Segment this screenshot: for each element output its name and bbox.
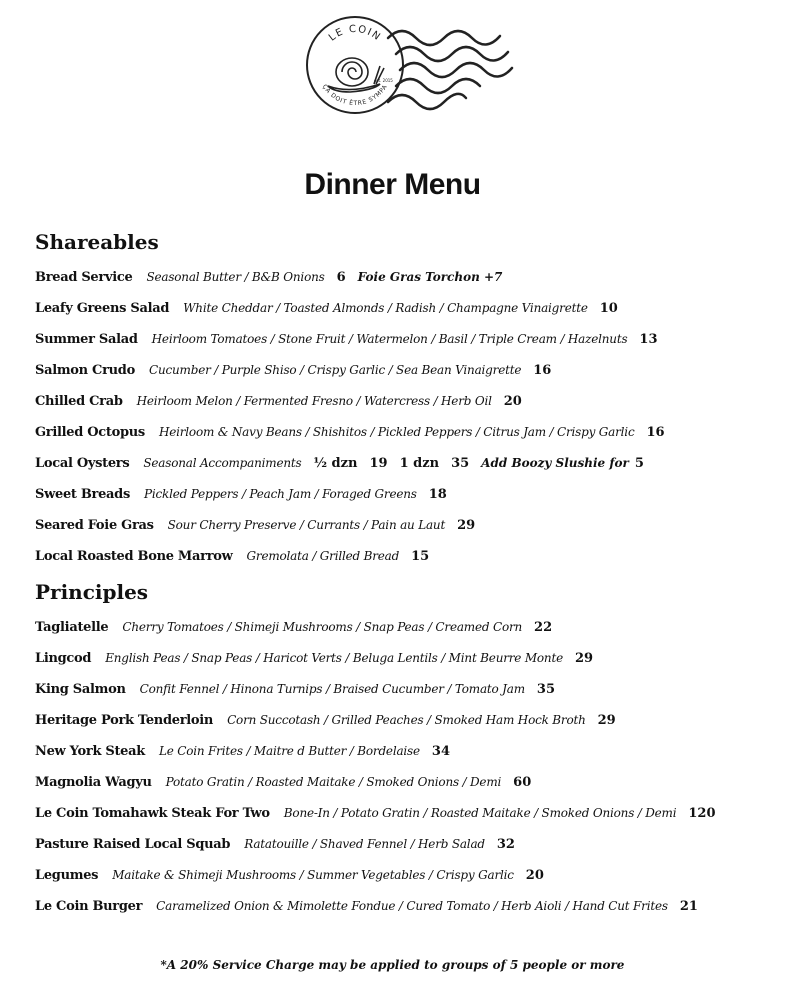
item-name: Bread Service [35,270,133,285]
item-description: Heirloom & Navy Beans / Shishitos / Pickled Peppers / Citrus Jam / Crispy Garlic [158,425,635,439]
item-price: 22 [534,620,553,635]
item-description: Potato Gratin / Roasted Maitake / Smoked Onions / Demi [165,775,502,789]
item-price: 21 [679,899,698,914]
menu-item [35,680,567,699]
item-price: 60 [513,775,532,790]
item-price: 32 [496,837,515,852]
item-description: White Cheddar / Toasted Almonds / Radish / Champagne Vinaigrette [183,301,588,315]
item-name: Lingcod [35,651,92,666]
item-name: Sweet Breads [35,487,130,502]
item-price: 13 [639,332,658,347]
item-price: 19 [369,456,388,471]
logo-stamp [300,10,530,120]
item-name: Summer Salad [35,332,138,347]
item-name: Local Oysters [35,456,130,471]
item-price: 120 [688,806,716,821]
item-name: Le Coin Tomahawk Steak For Two [35,806,270,821]
menu-item [35,299,630,318]
item-description: English Peas / Snap Peas / Haricot Verts / Beluga Lentils / Mint Beurre Monte [105,651,563,665]
item-price: 5 [634,456,644,471]
item-description: Seasonal Butter / B&B Onions [146,270,325,284]
menu-item [35,649,605,668]
portion-label: 1 dzn [399,456,440,471]
item-name: King Salmon [35,682,126,697]
item-description: Bone-In / Potato Gratin / Roasted Maitake / Smoked Onions / Demi [283,806,677,820]
item-description: Cherry Tomatoes / Shimeji Mushrooms / Snap Peas / Creamed Corn [122,620,523,634]
snail-stamp-icon [300,10,530,120]
item-name: Le Coin Burger [35,899,143,914]
item-description: Caramelized Onion & Mimolette Fondue / Cured Tomato / Herb Aioli / Hand Cut Frites [156,899,668,913]
menu-item [35,392,534,411]
item-name: Legumes [35,868,99,883]
section-title-shareables: Shareables [35,230,159,254]
item-price: 20 [503,394,522,409]
menu-item [35,804,728,823]
item-price: 35 [451,456,470,471]
item-description: Cucumber / Purple Shiso / Crispy Garlic / Sea Bean Vinaigrette [148,363,522,377]
item-price: 6 [336,270,346,285]
item-description: Seasonal Accompaniments [143,456,302,470]
item-description: Le Coin Frites / Maitre d Butter / Bordelaise [158,744,420,758]
item-price: 10 [599,301,618,316]
menu-item [35,485,459,504]
item-name: Grilled Octopus [35,425,145,440]
item-description: Heirloom Melon / Fermented Fresno / Watercress / Herb Oil [136,394,492,408]
logo-top-text: LE COIN [326,23,383,44]
item-name: Magnolia Wagyu [35,775,152,790]
portion-label: ½ dzn [313,456,358,471]
item-name: New York Steak [35,744,145,759]
item-description: Sour Cherry Preserve / Currants / Pain au Laut [167,518,446,532]
item-description: Ratatouille / Shaved Fennel / Herb Salad [244,837,485,851]
item-name: Chilled Crab [35,394,123,409]
menu-item [35,454,656,473]
item-name: Heritage Pork Tenderloin [35,713,214,728]
menu-item [35,773,543,792]
menu-item [35,835,527,854]
item-name: Seared Foie Gras [35,518,154,533]
item-price: 34 [431,744,451,759]
item-price: 16 [533,363,552,378]
logo-est-text: est. 2015 [374,78,393,83]
item-addon: Foie Gras Torchon +7 [357,270,503,284]
item-name: Tagliatelle [35,620,109,635]
item-name: Salmon Crudo [35,363,135,378]
item-description: Gremolata / Grilled Bread [246,549,400,563]
item-price: 15 [411,549,430,564]
menu-item [35,547,441,566]
item-addon: Add Boozy Slushie for [481,456,629,470]
svg-text:LE COIN [327,24,383,44]
page-title: Dinner Menu [304,168,481,201]
menu-item [35,423,677,442]
menu-item [35,268,508,287]
item-description: Heirloom Tomatoes / Stone Fruit / Watermelon / Basil / Triple Cream / Hazelnuts [151,332,628,346]
item-description: Maitake & Shimeji Mushrooms / Summer Vegetables / Crispy Garlic [112,868,514,882]
item-description: Confit Fennel / Hinona Turnips / Braised Cucumber / Tomato Jam [139,682,525,696]
item-description: Corn Succotash / Grilled Peaches / Smoked Ham Hock Broth [227,713,586,727]
item-description: Pickled Peppers / Peach Jam / Foraged Greens [144,487,417,501]
item-name: Leafy Greens Salad [35,301,170,316]
menu-item [35,897,710,916]
service-charge-note: *A 20% Service Charge may be applied to groups of 5 people or more [160,958,625,972]
item-price: 16 [646,425,665,440]
menu-item [35,742,462,761]
item-price: 29 [574,651,594,666]
menu-item [35,711,628,730]
item-price: 35 [536,682,555,697]
item-price: 18 [428,487,447,502]
item-price: 29 [457,518,476,533]
section-title-principles: Principles [35,580,149,604]
menu-item [35,866,556,885]
item-price: 20 [525,868,544,883]
menu-item [35,330,670,349]
item-price: 29 [597,713,616,728]
menu-item [35,516,487,535]
logo-bottom-text: ÇA DOIT ÊTRE SYMPA [320,83,390,108]
menu-item [35,361,563,380]
item-name: Pasture Raised Local Squab [35,837,231,852]
item-name: Local Roasted Bone Marrow [35,549,233,564]
menu-item [35,618,564,637]
